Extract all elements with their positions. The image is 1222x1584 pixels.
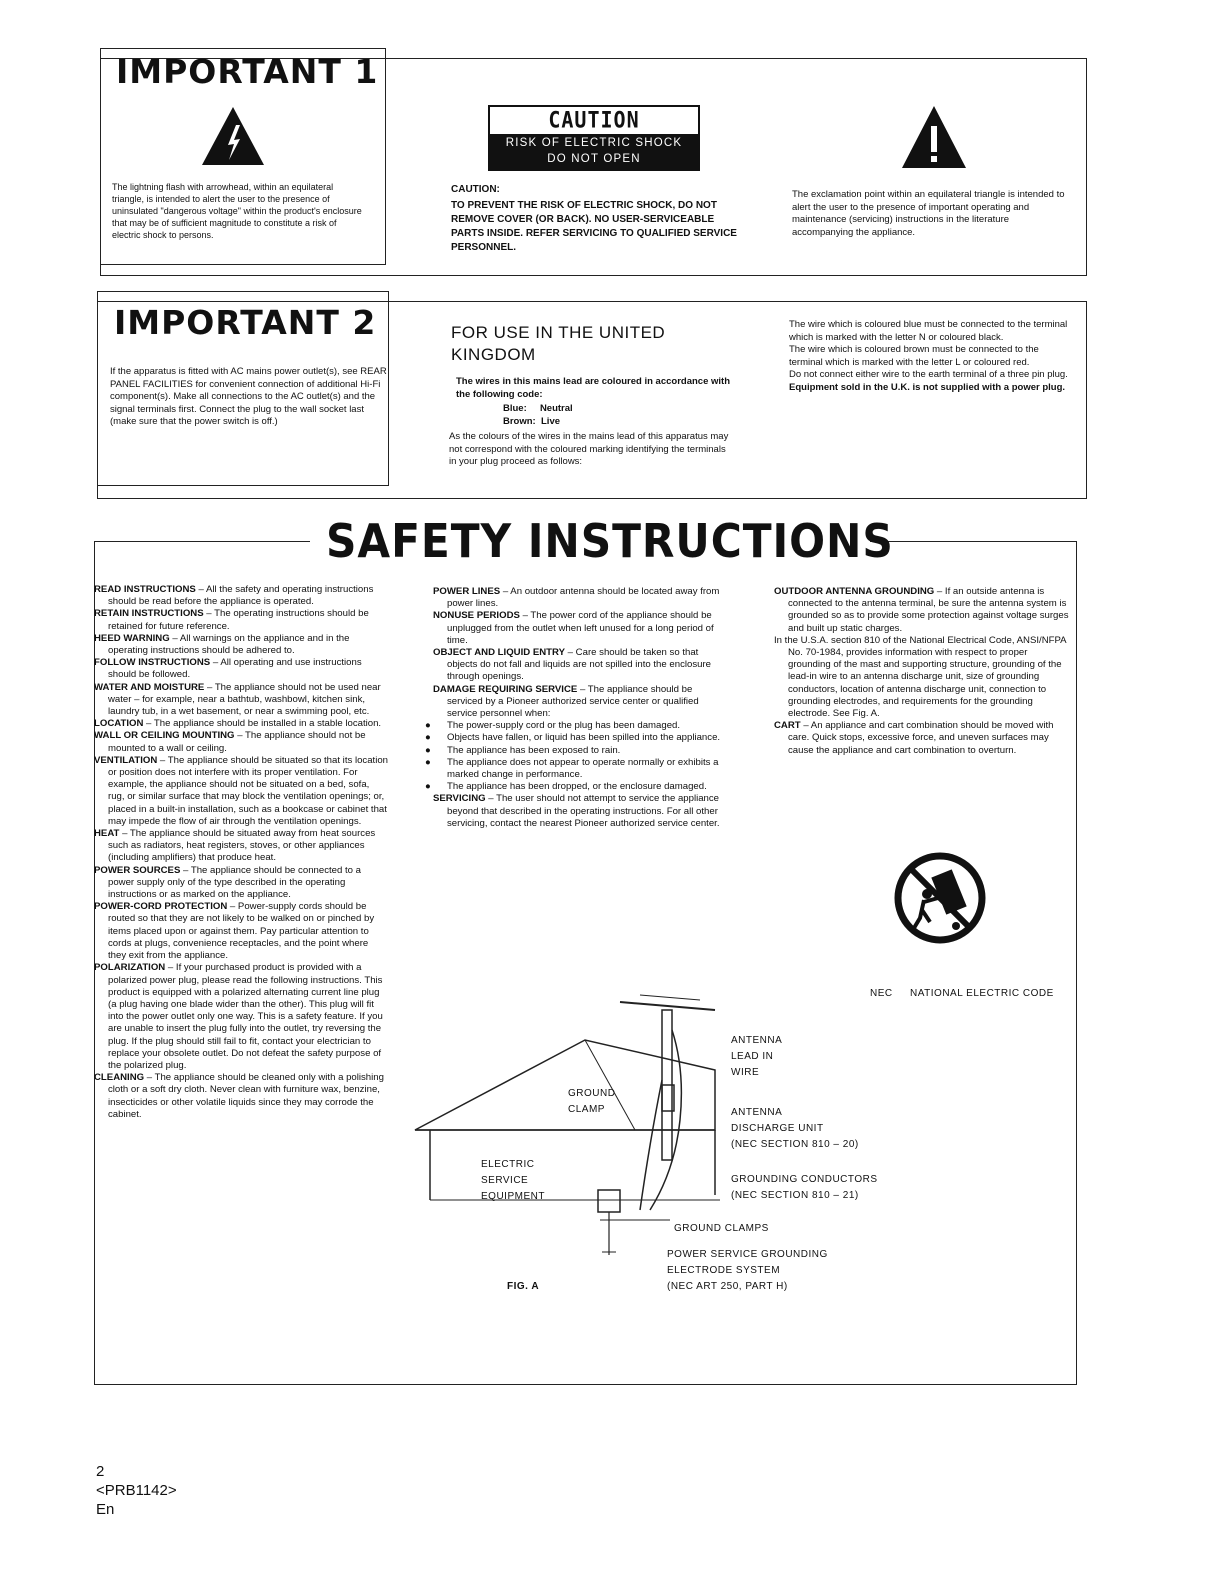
wire-blue-note: The wire which is coloured blue must be connected to the terminal which is marked with the letter N or coloured black. [789,319,1068,343]
cart-tipover-warning-icon [894,852,986,944]
safety-item-heading: CART [774,720,801,732]
damage-bullet-text: Objects have fallen, or liquid has been spilled into the appliance. [447,732,721,744]
safety-item-heading: POWER LINES [433,586,501,597]
safety-item-heading: VENTILATION [94,754,158,766]
safety-item-text: – The appliance should be installed in a stable location. [143,718,382,730]
safety-item-heading: NONUSE PERIODS [433,610,520,622]
caution-label-box [488,105,700,171]
safety-item-text: – The appliance should be situated so that its location or position does not interfere with its proper ventilation. For example, the appliance should not be situated on a bed, sofa, rug, or similar surface that may block the ventilation openings; or, placed in a built-in installation, such as a bookcase or cabinet that may impede the flow of air through the ventilation openings. [108,754,389,827]
safety-item-heading: SERVICING [433,793,486,805]
safety-item-text: – The appliance should be situated away from heat sources such as radiators, heat registers, stoves, or other appliances (including amplifiers) that produce heat. [108,828,376,864]
safety-item-text: – The power cord of the appliance should be unplugged from the outlet when left unused for a long period of time. [447,610,714,646]
safety-item-text: – The appliance should be connected to a power supply only of the type described in the operating instructions or as marked on the appliance. [108,864,362,901]
safety-item-heading: POLARIZATION [94,962,166,974]
nec-abbr: NEC [870,988,893,999]
safety-item-text: – If your purchased product is provided with a polarized power plug, please read the following instructions. This product is equipped with a polarized alternating current line plug (a plug having one blade wider than the other). This plug will fit into the power outlet only one way. This is a safety feature. If you are unable to insert the plug fully into the outlet, try reversing the plug. If the plug should still fail to fit, contact your electrician to replace your obsolete outlet. Do not defeat the safety purpose of the polarized plug. [108,962,383,1071]
page-footer [96,1462,177,1519]
safety-item-heading: FOLLOW INSTRUCTIONS [94,657,211,669]
safety-item-heading: POWER-CORD PROTECTION [94,901,228,913]
safety-item [433,683,729,721]
safety-col-3 [774,586,1070,757]
safety-item [774,720,1070,757]
safety-item-heading: READ INSTRUCTIONS [94,584,196,595]
safety-item-text: – If an outside antenna is connected to the antenna terminal, be sure the antenna system is grounded so as to provide some protection against voltage surges and built up static charges. [788,586,1069,634]
important-1-left-text: The lightning flash with arrowhead, within an equilateral triangle, is intended to alert the user to the presence of uninsulated "dangerous voltage" within the product's enclosure that may be of sufficient magnitude to constitute a risk of electric shock to persons. [112,182,362,240]
safety-item-text: – An outdoor antenna should be located away from power lines. [447,586,720,610]
label-electric-service: ELECTRIC SERVICE EQUIPMENT [481,1159,545,1202]
safety-title: SAFETY INSTRUCTIONS [326,514,894,568]
safety-item [774,634,1070,720]
damage-bullet [425,732,729,744]
damage-bullet-text: The power-supply cord or the plug has been damaged. [447,720,681,732]
safety-item-heading: POWER SOURCES [94,864,181,876]
caution-heading: CAUTION: [451,184,500,195]
safety-item [94,864,388,902]
damage-bullet [425,756,729,781]
damage-bullet [425,781,729,793]
caution-sub-1: RISK OF ELECTRIC SHOCK [505,137,683,149]
safety-item [94,828,388,865]
label-discharge-unit: ANTENNA DISCHARGE UNIT (NEC SECTION 810 – 20) [731,1107,859,1150]
safety-col-1 [94,584,389,1121]
safety-item [94,901,388,962]
damage-bullet [425,720,729,732]
safety-item-text: – All the safety and operating instructions should be read before the appliance is operated. [108,584,374,608]
safety-item-text: – An appliance and cart combination should be moved with care. Quick stops, excessive force, and uneven surfaces may cause the appliance and cart combination to overturn. [788,720,1054,756]
caution-text: TO PREVENT THE RISK OF ELECTRIC SHOCK, DO NOT REMOVE COVER (OR BACK). NO USER-SERVICEABLE PARTS INSIDE. REFER SERVICING TO QUALIFIED SERVICE PERSONNEL. [451,200,737,253]
important-1-title: IMPORTANT 1 [116,52,379,91]
label-ground-clamp: GROUND CLAMP [568,1088,616,1115]
bullet-icon: ● [425,720,431,732]
safety-item-text: – The appliance should not be mounted to a wall or ceiling. [108,730,366,754]
important-1-right-text: The exclamation point within an equilateral triangle is intended to alert the user to the presence of important operating and maintenance (servicing) instructions in the literature accompanying the appliance. [792,189,1065,238]
safety-item-heading: DAMAGE REQUIRING SERVICE [433,683,578,695]
safety-item [94,681,388,719]
safety-item-heading: RETAIN INSTRUCTIONS [94,608,204,620]
fig-a-label: FIG. A [507,1281,540,1292]
uk-intro: The wires in this mains lead are coloured in accordance with the following code: [456,376,730,400]
safety-item [433,647,729,684]
uk-text: As the colours of the wires in the mains lead of this apparatus may not correspond with the coloured marking identifying the terminals in your plug proceed as follows: [449,431,729,468]
safety-item-text: – The appliance should not be used near water – for example, near a bathtub, washbowl, kitchen sink, laundry tub, in a wet basement, or near a swimming pool, etc. [108,681,381,718]
page-number: 2 [96,1463,105,1480]
damage-bullet-text: The appliance has been exposed to rain. [447,744,621,756]
important-2-right-col [789,319,1071,395]
lightning-warning-icon [200,105,266,167]
safety-item-heading: HEAT [94,828,120,840]
wire-brown-note: The wire which is coloured brown must be connected to the terminal which is marked with the letter L or coloured red. [789,344,1039,368]
safety-item-text: – The appliance should be cleaned only with a polishing cloth or a soft dry cloth. Never clean with furniture wax, benzine, insecticides or other volatile liquids since they may corrode the cabinet. [108,1072,384,1120]
damage-bullet-text: The appliance has been dropped, or the enclosure damaged. [447,781,707,793]
damage-bullet-text: The appliance does not appear to operate normally or exhibits a marked change in performance. [447,756,719,781]
safety-item-text: – All operating and use instructions should be followed. [108,657,362,681]
safety-item-text: – All warnings on the appliance and in the operating instructions should be adhered to. [108,632,350,657]
damage-bullet [425,744,729,757]
caution-label: CAUTION [548,106,640,134]
safety-item-text: In the U.S.A. section 810 of the National Electrical Code, ANSI/NFPA No. 70-1984, provides information with respect to proper grounding of the mast and supporting structure, grounding of the lead-in wire to an antenna discharge unit, size of grounding conductors, location of antenna discharge unit, connection to grounding electrodes, and requirements for the grounding electrode. See Fig. A. [774,634,1067,720]
safety-item [94,657,388,681]
safety-item-heading: WALL OR CEILING MOUNTING [94,730,235,742]
safety-item [433,610,729,647]
nec-full: NATIONAL ELECTRIC CODE [910,988,1054,999]
safety-item [94,608,388,632]
brown-wire-line: Brown: Live [503,416,561,427]
earth-note: Do not connect either wire to the earth terminal of a three pin plug. [789,369,1068,381]
safety-item-text: – The user should not attempt to service the appliance beyond that described in the operating instructions. For all other servicing, contact the nearest Pioneer authorized service center. [447,793,720,829]
safety-item [433,586,729,610]
exclamation-warning-icon [900,104,968,170]
document-code: <PRB1142> [96,1482,177,1499]
safety-item-text: – Care should be taken so that objects do not fall and liquids are not spilled into the enclosure through openings. [447,647,711,683]
caution-sub-2: DO NOT OPEN [547,153,641,165]
important-2-title: IMPORTANT 2 [114,303,377,342]
bullet-icon: ● [425,756,431,768]
label-antenna-lead: ANTENNA LEAD IN WIRE [731,1035,783,1078]
label-grounding-conductors: GROUNDING CONDUCTORS (NEC SECTION 810 – 21) [731,1174,878,1201]
uk-heading: FOR USE IN THE UNITED KINGDOM [451,323,666,364]
safety-item [94,584,388,608]
safety-item-text: – The appliance should be serviced by a Pioneer authorized service center or qualified service personnel when: [447,683,699,720]
safety-item [94,962,388,1072]
safety-item [94,1072,388,1121]
safety-item [774,586,1070,635]
safety-item-heading: OBJECT AND LIQUID ENTRY [433,647,566,659]
important-2-left-text: If the apparatus is fitted with AC mains power outlet(s), see REAR PANEL FACILITIES for convenient connection of additional Hi-Fi component(s). Make all connections to the AC outlet(s) and the signal terminals first. Connect the plug to the wall socket last (make sure that the power switch is off.) [110,366,387,428]
label-ground-clamps: GROUND CLAMPS [674,1223,769,1234]
blue-wire-line: Blue: Neutral [503,403,573,414]
safety-item [94,754,389,828]
bullet-icon: ● [425,732,431,744]
bullet-icon: ● [425,744,431,756]
safety-item-heading: LOCATION [94,718,144,730]
safety-item-text: – The operating instructions should be retained for future reference. [108,608,369,632]
safety-item [94,730,388,754]
safety-item-heading: HEED WARNING [94,632,170,644]
safety-item-text: – Power-supply cords should be routed so that they are not likely to be walked on or pinched by items placed upon or against them. Pay particular attention to cords at plugs, convenience receptacles, and the point where they exit from the appliance. [108,901,375,962]
safety-item [94,718,388,730]
uk-plug-note: Equipment sold in the U.K. is not supplied with a power plug. [789,381,1066,393]
safety-item-heading: CLEANING [94,1072,145,1084]
antenna-grounding-diagram [400,990,740,1260]
label-power-service: POWER SERVICE GROUNDING ELECTRODE SYSTEM (NEC ART 250, PART H) [667,1249,828,1292]
safety-item-heading: WATER AND MOISTURE [94,681,205,693]
safety-item [94,632,388,657]
language: En [96,1501,115,1518]
safety-col-2 [425,586,729,830]
bullet-icon: ● [425,781,431,793]
caution-subtext [490,134,698,170]
safety-item [433,793,729,830]
safety-item-heading: OUTDOOR ANTENNA GROUNDING [774,586,935,597]
